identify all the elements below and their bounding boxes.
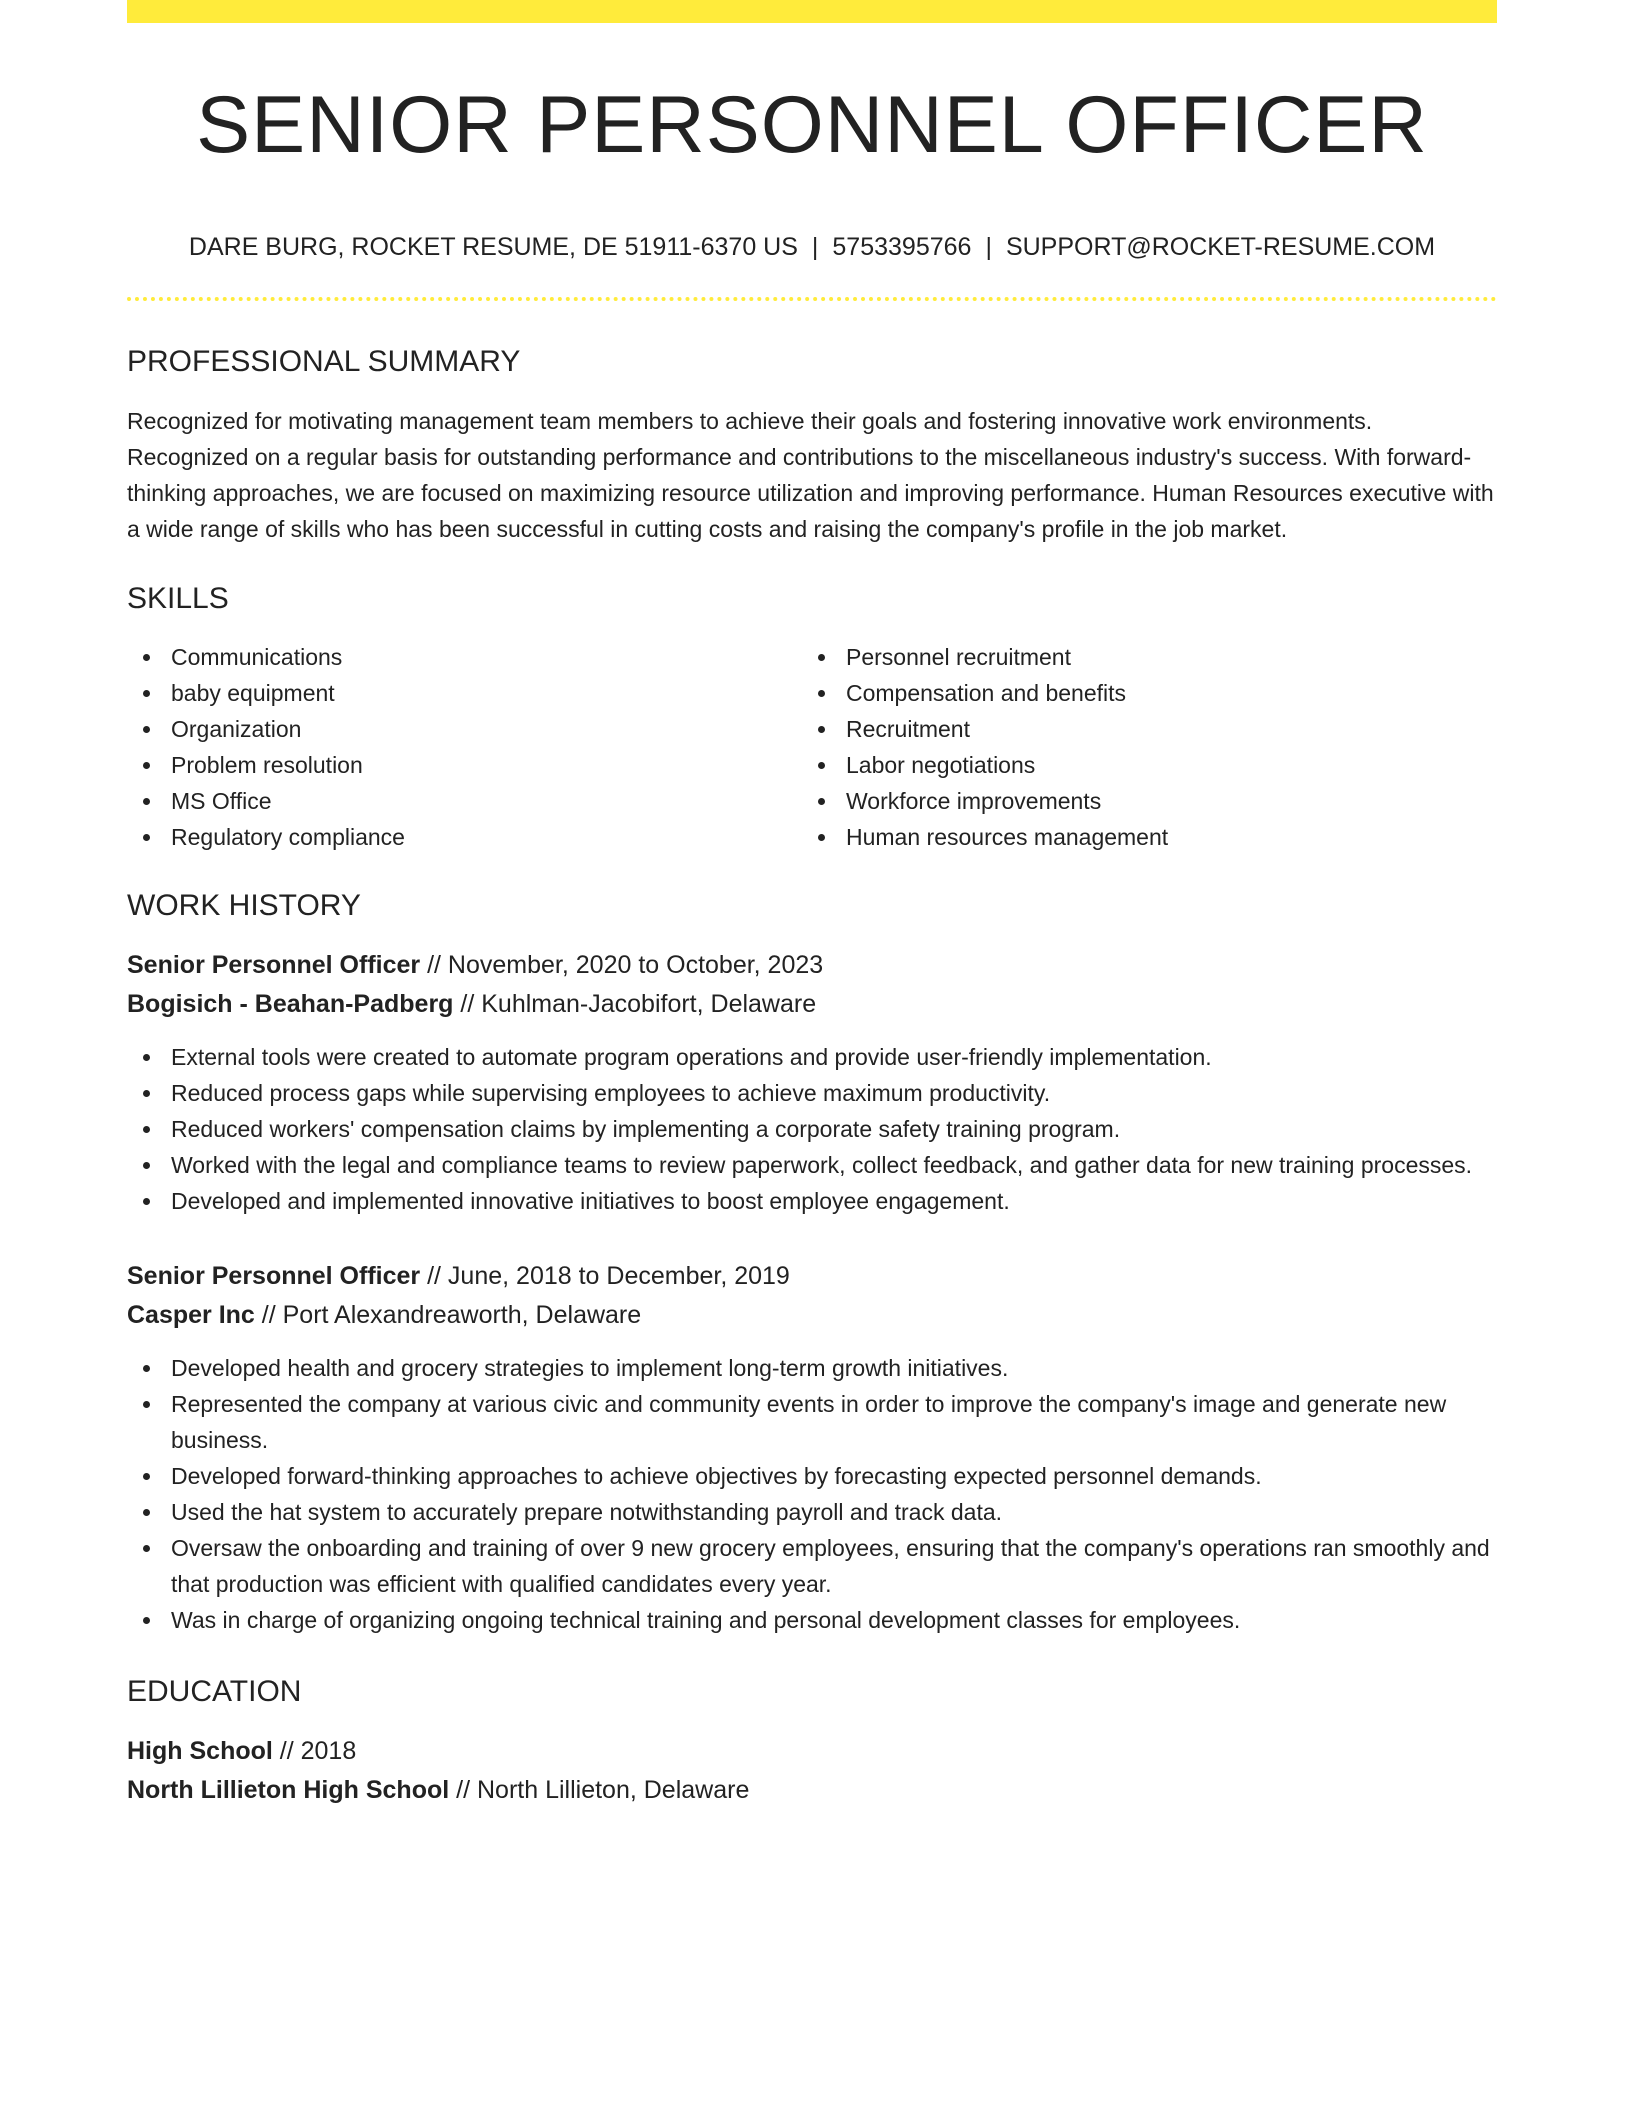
job-bullet: Developed forward-thinking approaches to achieve objectives by forecasting expected personnel demands.: [127, 1458, 1497, 1494]
education-degree-line: [127, 1732, 1497, 1771]
job-bullet: Represented the company at various civic and community events in order to improve the company's image and generate new business.: [127, 1386, 1497, 1458]
job-bullet: Worked with the legal and compliance teams to review paperwork, collect feedback, and gather data for new training processes.: [127, 1147, 1497, 1183]
contact-address: DARE BURG, ROCKET RESUME, DE 51911-6370 US: [188, 233, 798, 262]
page-title: SENIOR PERSONNEL OFFICER: [196, 80, 1428, 170]
job-entry: [127, 946, 1497, 1219]
job-bullet: Oversaw the onboarding and training of over 9 new grocery employees, ensuring that the company's operations ran smoothly and that production was efficient with qualified candidates every year.: [127, 1530, 1497, 1602]
job-location: // Kuhlman-Jacobifort, Delaware: [460, 990, 817, 1019]
job-title-line: [127, 946, 1497, 985]
job-bullet: Developed and implemented innovative initiatives to boost employee engagement.: [127, 1183, 1497, 1219]
education-year: // 2018: [279, 1737, 357, 1766]
summary-text: Recognized for motivating management team members to achieve their goals and fostering innovative work environments. Recognized on a regular basis for outstanding performance and contributions to the miscellaneous industry's success. With forward-thinking approaches, we are focused on maximizing resource utilization and improving performance. Human Resources executive with a wide range of skills who has been successful in cutting costs and raising the company's profile in the job market.: [127, 408, 1494, 543]
skill-item: Communications: [127, 639, 802, 675]
education-entry: [127, 1732, 1497, 1810]
skill-item: baby equipment: [127, 675, 802, 711]
job-dates: // November, 2020 to October, 2023: [427, 951, 824, 980]
job-title: Senior Personnel Officer: [127, 1262, 421, 1291]
job-company-line: [127, 1296, 1497, 1335]
job-title-line: [127, 1257, 1497, 1296]
skills-column-right: [802, 639, 1477, 855]
contact-phone: 5753395766: [832, 233, 972, 262]
job-dates: // June, 2018 to December, 2019: [427, 1262, 790, 1291]
job-title: Senior Personnel Officer: [127, 951, 421, 980]
job-bullet: Used the hat system to accurately prepare notwithstanding payroll and track data.: [127, 1494, 1497, 1530]
job-bullets: [127, 1350, 1497, 1638]
contact-separator: |: [811, 233, 819, 262]
job-bullets: [127, 1039, 1497, 1219]
skill-item: Recruitment: [802, 711, 1477, 747]
job-company: Casper Inc: [127, 1301, 255, 1330]
contact-line: [127, 232, 1497, 262]
skill-item: Labor negotiations: [802, 747, 1477, 783]
skill-item: Personnel recruitment: [802, 639, 1477, 675]
job-bullet: Reduced process gaps while supervising employees to achieve maximum productivity.: [127, 1075, 1497, 1111]
education-degree: High School: [127, 1737, 273, 1766]
job-company: Bogisich - Beahan-Padberg: [127, 990, 454, 1019]
resume-page: [127, 0, 1497, 1810]
contact-separator: |: [985, 233, 992, 262]
skills-list: [127, 639, 1497, 855]
summary-heading: PROFESSIONAL SUMMARY: [127, 345, 521, 379]
skill-item: Human resources management: [802, 819, 1477, 855]
header-divider: [127, 297, 1497, 301]
accent-bar: [127, 0, 1497, 23]
skill-item: Compensation and benefits: [802, 675, 1477, 711]
job-bullet: Was in charge of organizing ongoing technical training and personal development classes for employees.: [127, 1602, 1497, 1638]
job-bullet: External tools were created to automate program operations and provide user-friendly implementation.: [127, 1039, 1497, 1075]
skill-item: Organization: [127, 711, 802, 747]
job-bullet: Developed health and grocery strategies to implement long-term growth initiatives.: [127, 1350, 1497, 1386]
job-company-line: [127, 985, 1497, 1024]
skill-item: Workforce improvements: [802, 783, 1477, 819]
contact-email: SUPPORT@ROCKET-RESUME.COM: [1005, 233, 1436, 262]
job-location: // Port Alexandreaworth, Delaware: [261, 1301, 642, 1330]
skill-item: Regulatory compliance: [127, 819, 802, 855]
skills-heading: SKILLS: [127, 582, 229, 616]
skill-item: MS Office: [127, 783, 802, 819]
education-school-line: [127, 1771, 1497, 1810]
skill-item: Problem resolution: [127, 747, 802, 783]
education-location: // North Lillieton, Delaware: [456, 1776, 750, 1805]
education-heading: EDUCATION: [127, 1675, 302, 1709]
work-history-heading: WORK HISTORY: [127, 889, 361, 923]
education-school: North Lillieton High School: [127, 1776, 450, 1805]
skills-column-left: [127, 639, 802, 855]
job-bullet: Reduced workers' compensation claims by implementing a corporate safety training program.: [127, 1111, 1497, 1147]
job-entry: [127, 1257, 1497, 1638]
